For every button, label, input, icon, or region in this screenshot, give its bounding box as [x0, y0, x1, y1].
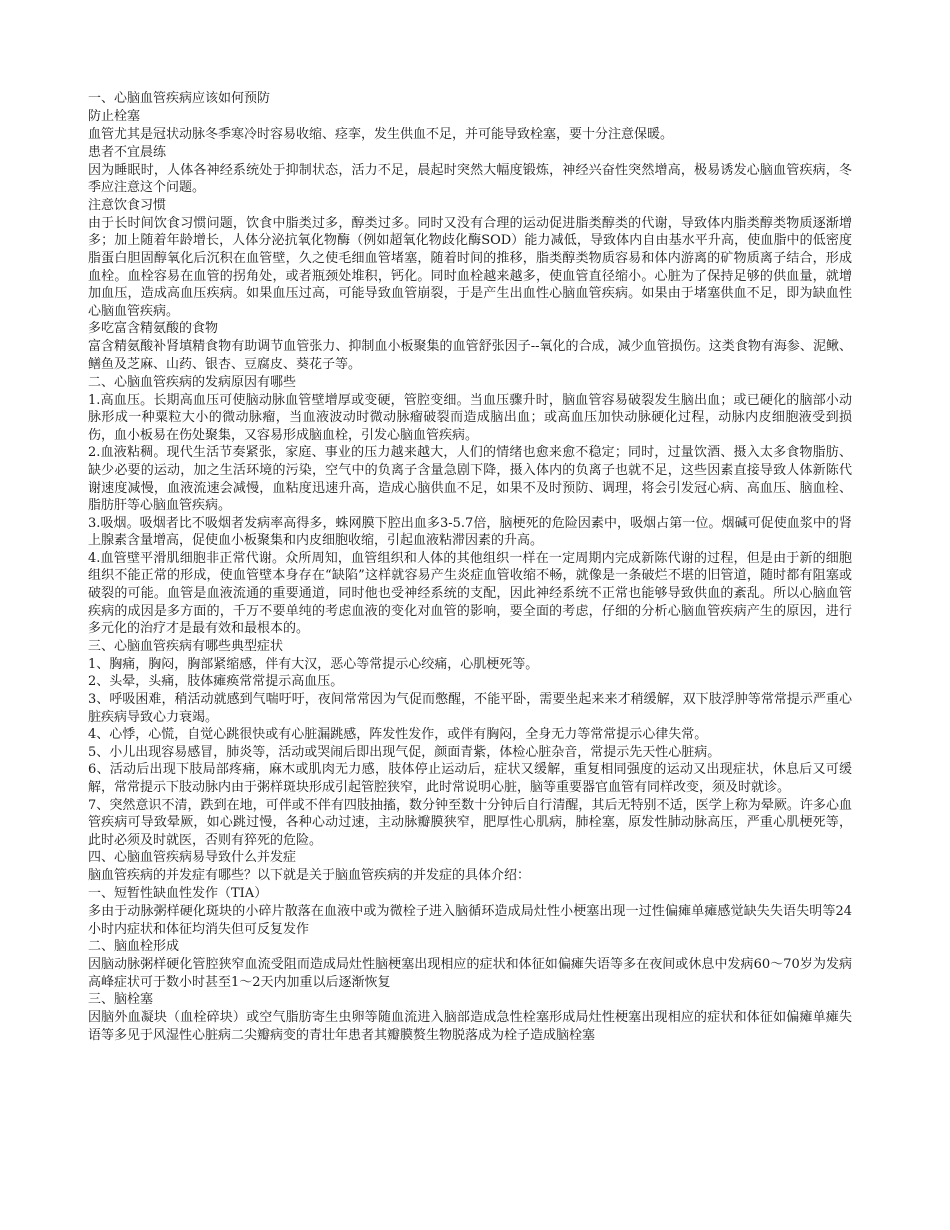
paragraph: 脑血管疾病的并发症有哪些？以下就是关于脑血管疾病的并发症的具体介绍： — [88, 868, 531, 884]
subheading: 一、短暂性缺血性发作（TIA） — [88, 885, 268, 901]
subheading: 患者不宜晨练 — [88, 144, 167, 160]
list-item: 3.吸烟。吸烟者比不吸烟者发病率高得多，蛛网膜下腔出血多3-5.7倍，脑梗死的危险因素中，吸烟占第一位。烟碱可促使血浆中的肾上腺素含量增高，促使血小板聚集和内皮细胞收缩，引起血液粘滞因素的升高。 — [88, 515, 852, 549]
section-title: 二、心脑血管疾病的发病原因有哪些 — [88, 374, 297, 390]
list-item: 5、小儿出现容易感冒，肺炎等，活动或哭闹后即出现气促，颜面青紫，体检心脏杂音，常提示先天性心脏病。 — [88, 744, 721, 760]
subheading: 多吃富含精氨酸的食物 — [88, 321, 219, 337]
list-item: 4.血管壁平滑肌细胞非正常代谢。众所周知，血管组织和人体的其他组织一样在一定周期内完成新陈代谢的过程，但是由于新的细胞组织不能正常的形成，使血管壁本身存在“缺陷”这样就容易产生炎症血管收缩不畅，就像是一条破烂不堪的旧管道，随时都有阻塞或破裂的可能。血管是血液流通的重要通道，同时他也受神经系统的支配，因此神经系统不正常也能够导致供血的紊乱。所以心脑血管疾病的成因是多方面的，千万不要单纯的考虑血液的变化对血管的影响，要全面的考虑，仔细的分析心脑血管疾病产生的原因，进行多元化的治疗才是最有效和最根本的。 — [88, 550, 852, 637]
section-title: 三、心脑血管疾病有哪些典型症状 — [88, 638, 284, 654]
list-item: 7、突然意识不清，跌到在地，可伴或不伴有四肢抽搐，数分钟至数十分钟后自行清醒，其后无特别不适，医学上称为晕厥。许多心血管疾病可导致晕厥，如心跳过慢，各种心动过速，主动脉瓣膜狭窄，肥厚性心肌病，肺栓塞，原发性肺动脉高压，严重心肌梗死等，此时必须及时就医，否则有猝死的危险。 — [88, 797, 852, 848]
list-item: 2.血液粘稠。现代生活节奏紧张，家庭、事业的压力越来越大，人们的情绪也愈来愈不稳定；同时，过量饮酒、摄入太多食物脂肪、缺少必要的运动，加之生活环境的污染，空气中的负离子含量急剧下降，摄入体内的负离子也就不足，这些因素直接导致人体新陈代谢速度减慢，血液流速会减慢，血粘度迅速升高，造成心脑供血不足，如果不及时预防、调理，将会引发冠心病、高血压、脑血栓、脂肪肝等心脑血管疾病。 — [88, 445, 852, 514]
paragraph: 富含精氨酸补肾填精食物有助调节血管张力、抑制血小板聚集的血管舒张因子--氧化的合成，减少血管损伤。这类食物有海参、泥鳅、鳝鱼及芝麻、山药、银杏、豆腐皮、葵花子等。 — [88, 339, 852, 372]
list-item: 4、心悸，心慌，自觉心跳很快或有心脏漏跳感，阵发性发作，或伴有胸闷，全身无力等常常提示心律失常。 — [88, 727, 708, 743]
list-item: 6、活动后出现下肢局部疼痛，麻木或肌肉无力感，肢体停止运动后，症状又缓解，重复相同强度的运动又出现症状，休息后又可缓解，常常提示下肢动脉内由于粥样斑块形成引起管腔狭窄，此时常说明心脏，脑等重要器官血管有同样改变，须及时就诊。 — [88, 762, 852, 795]
paragraph: 因脑外血凝块（血栓碎块）或空气脂肪寄生虫卵等随血流进入脑部造成急性栓塞形成局灶性梗塞出现相应的症状和体征如偏瘫单瘫失语等多见于风湿性心脏病二尖瓣病变的青壮年患者其瓣膜赘生物脱落成为栓子造成脑栓塞 — [88, 1010, 852, 1043]
paragraph: 由于长时间饮食习惯问题，饮食中脂类过多，醇类过多。同时又没有合理的运动促进脂类醇类的代谢，导致体内脂类醇类物质逐渐增多；加上随着年龄增长，人体分泌抗氧化物酶（例如超氧化物歧化酶SOD）能力减低，导致体内自由基水平升高，使血脂中的低密度脂蛋白胆固醇氧化后沉积在血管壁，久之使毛细血管堵塞，随着时间的推移，脂类醇类物质容易和体内游离的矿物质离子结合，形成血栓。血栓容易在血管的拐角处，或者瓶颈处堆积，钙化。同时血栓越来越多，使血管直径缩小。心脏为了保持足够的供血量，就增加血压，造成高血压疾病。如果血压过高，可能导致血管崩裂，于是产生出血性心脑血管疾病。如果由于堵塞供血不足，即为缺血性心脑血管疾病。 — [88, 215, 852, 319]
section-title: 一、心脑血管疾病应该如何预防 — [88, 91, 271, 106]
paragraph: 因为睡眠时，人体各神经系统处于抑制状态，活力不足，晨起时突然大幅度锻炼，神经兴奋性突然增高，极易诱发心脑血管疾病，冬季应注意这个问题。 — [88, 162, 852, 196]
paragraph: 因脑动脉粥样硬化管腔狭窄血流受阻而造成局灶性脑梗塞出现相应的症状和体征如偏瘫失语等多在夜间或休息中发病60～70岁为发病高峰症状可于数小时甚至1～2天内加重以后逐渐恢复 — [88, 957, 852, 990]
section-title: 四、心脑血管疾病易导致什么并发症 — [88, 850, 297, 866]
list-item: 2、头晕，头痛，肢体瘫痪常常提示高血压。 — [88, 674, 344, 690]
subheading: 注意饮食习惯 — [88, 197, 167, 213]
list-item: 1、胸痛，胸闷，胸部紧缩感，伴有大汉，恶心等常提示心绞痛，心肌梗死等。 — [88, 656, 539, 672]
list-item: 3、呼吸困难，稍活动就感到气喘吁吁，夜间常常因为气促而憋醒，不能平卧，需要坐起来来才稍缓解，双下肢浮肿等常常提示严重心脏疾病导致心力衰竭。 — [88, 692, 852, 725]
paragraph: 多由于动脉粥样硬化斑块的小碎片散落在血液中或为微栓子进入脑循环造成局灶性小梗塞出现一过性偏瘫单瘫感觉缺失失语失明等24小时内症状和体征均消失但可反复发作 — [88, 903, 852, 937]
subheading: 防止栓塞 — [88, 109, 141, 124]
document-body — [88, 90, 852, 1045]
list-item: 1.高血压。长期高血压可使脑动脉血管壁增厚或变硬，管腔变细。当血压骤升时，脑血管容易破裂发生脑出血；或已硬化的脑部小动脉形成一种粟粒大小的微动脉瘤，当血液波动时微动脉瘤破裂而造成脑出血；或高血压加快动脉硬化过程，动脉内皮细胞液受到损伤，血小板易在伤处聚集，又容易形成脑血栓，引发心脑血管疾病。 — [88, 392, 852, 443]
subheading: 三、脑栓塞 — [88, 992, 154, 1008]
paragraph: 血管尤其是冠状动脉冬季寒冷时容易收缩、痉挛，发生供血不足，并可能导致栓塞，要十分注意保暖。 — [88, 127, 674, 142]
subheading: 二、脑血栓形成 — [88, 939, 180, 955]
